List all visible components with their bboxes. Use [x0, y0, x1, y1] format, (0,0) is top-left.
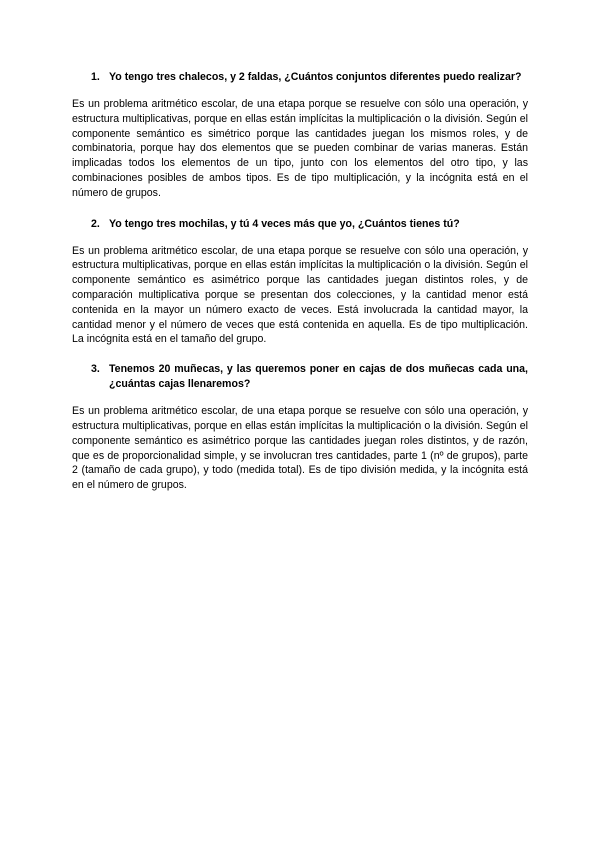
answer-paragraph-3: Es un problema aritmético escolar, de una etapa porque se resuelve con sólo una operación, y estructura multiplicativas, porque en ellas están implícitas la multiplicación o la división. Según el componente semántico es asimétrico porque las cantidades juegan roles distintos, y de razón, que es de proporcionalidad simple, y se involucran tres cantidades, parte 1 (nº de grupos), parte 2 (tamaño de cada grupo), y todo (medida total). Es de tipo división medida, y la incógnita está en el número de grupos.: [72, 405, 528, 492]
question-text: Yo tengo tres mochilas, y tú 4 veces más que yo, ¿Cuántos tienes tú?: [109, 217, 460, 230]
question-2: [72, 217, 528, 232]
answer-paragraph-2: Es un problema aritmético escolar, de una etapa porque se resuelve con sólo una operación, y estructura multiplicativas, porque en ellas están implícitas la multiplicación o la división. Según el componente semántico es asimétrico porque las cantidades juegan distintos roles, y de comparación multiplicativa porque se presentan dos colecciones, y la cantidad menor está contenida en la mayor un número exacto de veces. Está involucrada la cantidad mayor, la cantidad menor y el número de veces que está contenida en aquella. Es de tipo multiplicación. La incógnita está en el tamaño del grupo.: [72, 244, 528, 346]
question-text: Tenemos 20 muñecas, y las queremos poner en cajas de dos muñecas cada una, ¿cuántas cajas llenaremos?: [109, 363, 528, 391]
answer-paragraph-1: Es un problema aritmético escolar, de una etapa porque se resuelve con sólo una operación, y estructura multiplicativas, porque en ellas están implícitas la multiplicación o la división. Según el componente semántico es simétrico porque las cantidades juegan los mismos roles, y de combinatoria, porque hay dos elementos que se pueden combinar de varias maneras. Están implicadas todos los elementos de un tipo, junto con los elementos del otro tipo, y las combinaciones posibles de ambos tipos. Es de tipo multiplicación, y la incógnita está en el número de grupos.: [72, 98, 528, 199]
question-3: [72, 362, 528, 392]
question-number: 3.: [91, 363, 100, 376]
question-number: 1.: [91, 71, 100, 83]
document-page: [72, 70, 528, 507]
question-text: Yo tengo tres chalecos, y 2 faldas, ¿Cuántos conjuntos diferentes puedo realizar?: [109, 71, 522, 83]
question-number: 2.: [91, 217, 100, 230]
question-1: [72, 70, 528, 85]
